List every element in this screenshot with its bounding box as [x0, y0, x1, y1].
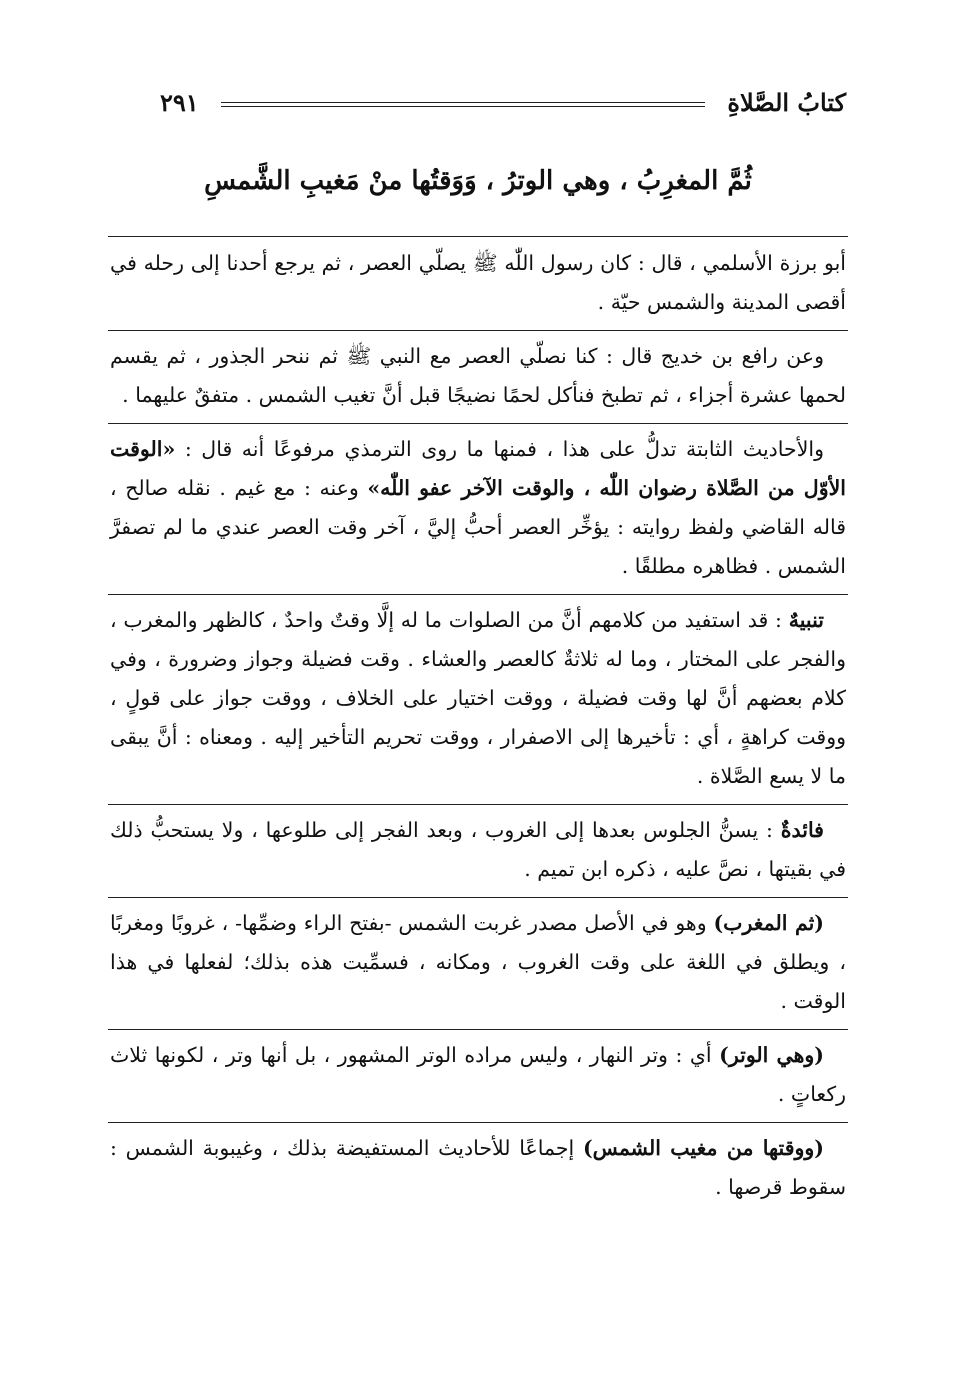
page-body	[110, 244, 846, 1207]
faida-text: : يسنُّ الجلوس بعدها إلى الغروب ، وبعد الفجر إلى طلوعها ، ولا يستحبُّ ذلك في بقيتها ، نصَّ عليه ، ذكره ابن تميم .	[110, 818, 846, 881]
paragraph-maghrib	[110, 904, 846, 1021]
tanbih-label: تنبيهٌ	[788, 608, 824, 632]
paragraph-tanbih	[110, 601, 846, 796]
paragraph-ahadith	[110, 430, 846, 586]
divider	[108, 330, 848, 331]
divider	[108, 897, 848, 898]
witr-label: (وهي الوتر)	[719, 1043, 824, 1067]
paragraph-waqt	[110, 1129, 846, 1207]
paragraph-faida	[110, 811, 846, 889]
divider	[108, 594, 848, 595]
book-title: كتابُ الصَّلاةِ	[727, 87, 846, 117]
tanbih-text: : قد استفيد من كلامهم أنَّ من الصلوات ما له إلَّا وقتٌ واحدٌ ، كالظهر والمغرب ، والفجر على المختار ، وما له ثلاثةٌ كالعصر والعشاء . وقت فضيلة وجواز وضرورة ، وفي كلام بعضهم أنَّ لها وقت فضيلة ، ووقت اختيار على الخلاف ، ووقت جواز على قولٍ ، ووقت كراهةٍ ، أي : تأخيرها إلى الاصفرار ، ووقت تحريم التأخير إليه . ومعناه : أنَّ يبقى ما لا يسع الصَّلاة .	[110, 608, 846, 788]
divider	[108, 804, 848, 805]
running-header	[160, 82, 846, 122]
divider	[108, 423, 848, 424]
ahadith-intro: والأحاديث الثابتة تدلُّ على هذا ، فمنها ما روى الترمذي مرفوعًا أنه قال :	[184, 437, 824, 461]
ahadith-rest: وعنه : مع غيم . نقله صالح ، قاله القاضي ولفظ روايته : يؤخِّر العصر أحبُّ إليَّ ، آخر وقت العصر عندي ما لم تصفرَّ الشمس . فظاهره مطلقًا .	[110, 476, 846, 578]
hadith-rafi: وعن رافع بن خديج قال : كنا نصلّي العصر مع النبي ﷺ ثم ننحر الجذور ، ثم يقسم لحمها عشرة أجزاء ، ثم تطبخ فنأكل لحمًا نضيجًا قبل أنَّ تغيب الشمس . متفقٌ عليهما .	[110, 344, 846, 407]
divider	[108, 1122, 848, 1123]
faida-label: فائدةٌ	[780, 818, 824, 842]
paragraph-witr	[110, 1036, 846, 1114]
header-rule	[221, 102, 706, 107]
maghrib-label: (ثم المغرب)	[713, 911, 824, 935]
divider	[108, 1029, 848, 1030]
waqt-text: إجماعًا للأحاديث المستفيضة بذلك ، وغيبوبة الشمس : سقوط قرصها .	[110, 1136, 846, 1199]
maghrib-text: وهو في الأصل مصدر غربت الشمس -بفتح الراء وضمِّها- ، غروبًا ومغربًا ، ويطلق في اللغة على وقت الغروب ، ومكانه ، فسمِّيت هذه بذلك؛ لفعلها في هذا الوقت .	[110, 911, 846, 1013]
page-number: ٢٩١	[160, 87, 199, 117]
heading-rule	[108, 236, 848, 237]
witr-text: أي : وتر النهار ، وليس مراده الوتر المشهور ، بل أنها وتر ، لكونها ثلاث ركعاتٍ .	[110, 1043, 846, 1106]
waqt-label: (ووقتها من مغيب الشمس)	[582, 1136, 824, 1160]
ahadith-quote: «الوقت الأوّل من الصَّلاة رضوان اللّٰه ، والوقت الآخر عفو اللّٰه»	[110, 437, 846, 500]
matn-heading: ثُمَّ المغرِبُ ، وهي الوترُ ، وَوَقتُها منْ مَغيبِ الشَّمسِ	[204, 166, 752, 196]
hadith-abu-barza: أبو برزة الأسلمي ، قال : كان رسول اللّٰه ﷺ يصلّي العصر ، ثم يرجع أحدنا إلى رحله في أقصى المدينة والشمس حيّة .	[110, 251, 846, 314]
